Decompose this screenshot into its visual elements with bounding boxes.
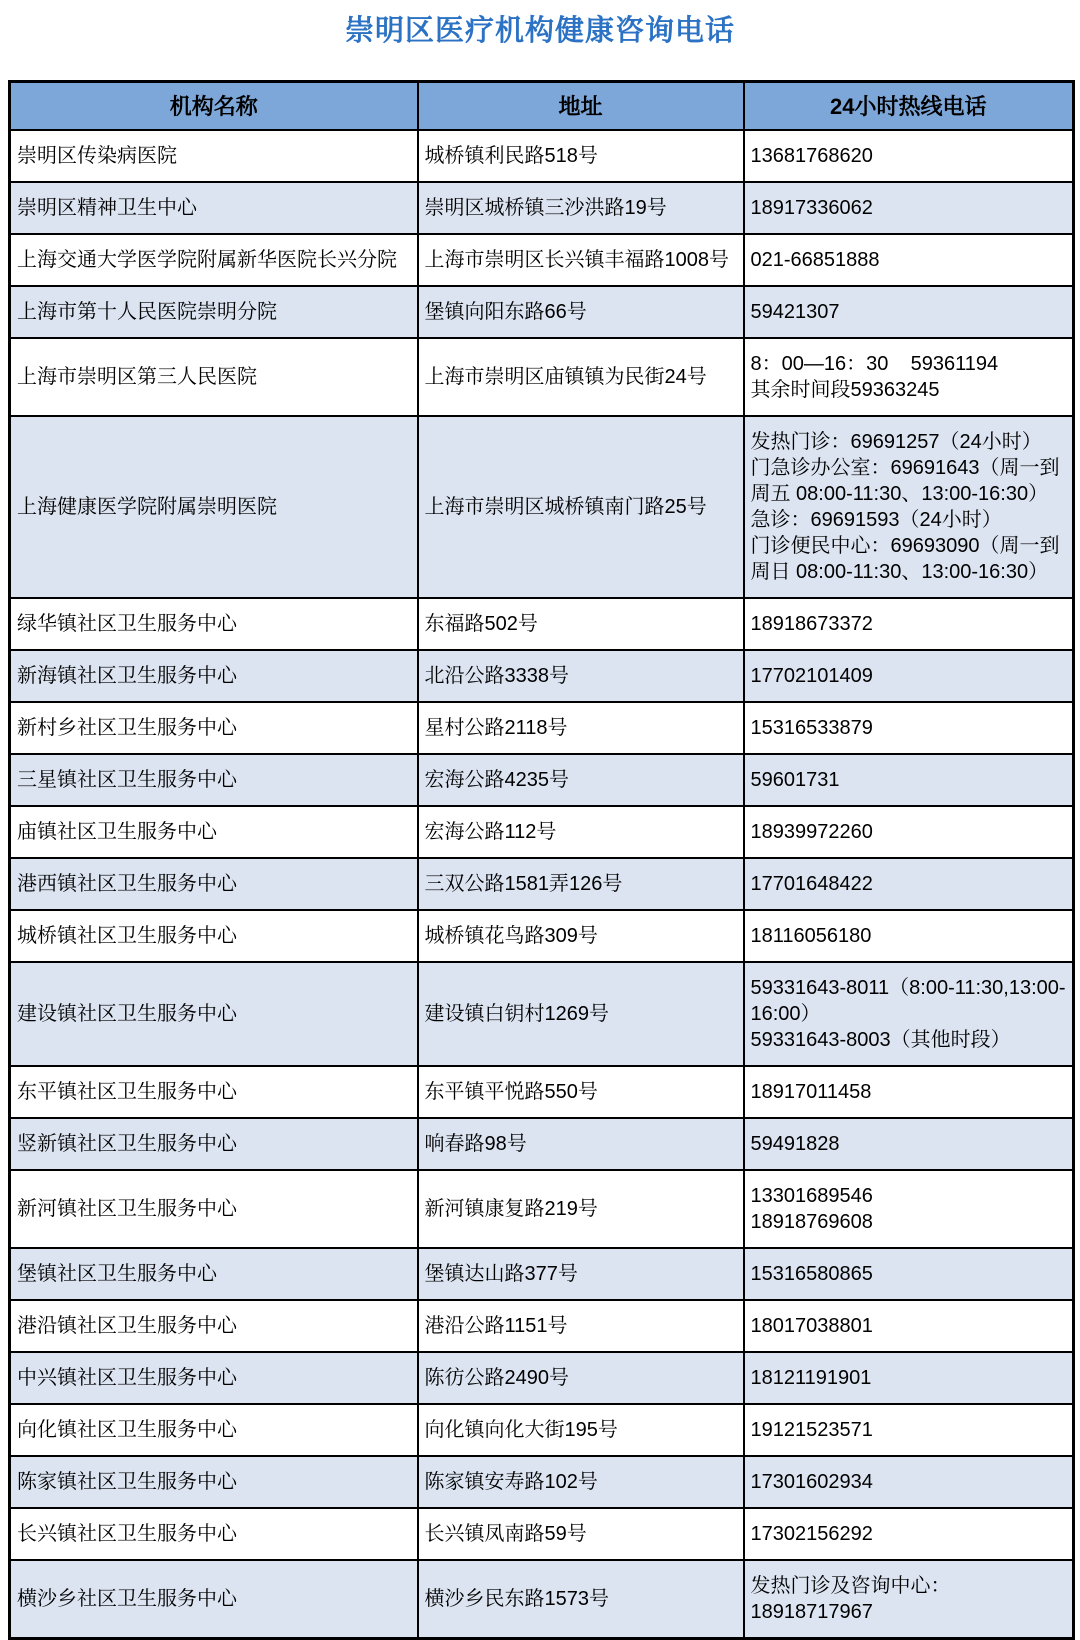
address-cell: 上海市崇明区长兴镇丰福路1008号 [418,234,744,286]
address-cell: 上海市崇明区城桥镇南门路25号 [418,416,744,598]
phone-line: 59331643-8011（8:00-11:30,13:00-16:00） [750,976,1066,1025]
address-cell: 城桥镇利民路518号 [418,130,744,182]
table-row [10,1248,1074,1300]
phone-cell [744,234,1074,286]
address-cell: 新河镇康复路219号 [418,1170,744,1248]
institution-name-cell: 城桥镇社区卫生服务中心 [10,910,418,962]
table-row [10,650,1074,702]
phone-cell [744,338,1074,416]
phone-cell [744,1300,1074,1352]
table-row [10,1118,1074,1170]
address-cell: 宏海公路112号 [418,806,744,858]
institution-name-cell: 长兴镇社区卫生服务中心 [10,1508,418,1560]
table-row [10,234,1074,286]
phone-line: 18917336062 [750,196,873,219]
phone-cell [744,182,1074,234]
phone-cell [744,910,1074,962]
address-cell: 宏海公路4235号 [418,754,744,806]
phone-line: 门急诊办公室：69691643（周一到周五 08:00-11:30、13:00-16:30） [750,456,1060,505]
phone-line: 021-66851888 [750,248,880,271]
header-hotline: 24小时热线电话 [744,82,1074,130]
phone-line: 18918769608 [750,1210,873,1233]
phone-cell [744,1118,1074,1170]
address-cell: 星村公路2118号 [418,702,744,754]
phone-line: 18939972260 [750,820,873,843]
institution-name-cell: 建设镇社区卫生服务中心 [10,962,418,1066]
table-row [10,1300,1074,1352]
phone-line: 15316580865 [750,1262,873,1285]
phone-cell [744,650,1074,702]
address-cell: 长兴镇凤南路59号 [418,1508,744,1560]
institution-name-cell: 崇明区传染病医院 [10,130,418,182]
phone-cell [744,806,1074,858]
table-row [10,754,1074,806]
phone-line: 18116056180 [750,924,872,947]
phone-cell [744,286,1074,338]
phone-cell [744,1508,1074,1560]
table-row [10,182,1074,234]
institution-name-cell: 崇明区精神卫生中心 [10,182,418,234]
phone-line: 8：00—16：30 59361194 [750,352,999,375]
institution-name-cell: 港沿镇社区卫生服务中心 [10,1300,418,1352]
table-row [10,598,1074,650]
phone-line: 急诊：69691593（24小时） [750,508,1002,531]
table-header-row [10,82,1074,130]
address-cell: 北沿公路3338号 [418,650,744,702]
institution-name-cell: 三星镇社区卫生服务中心 [10,754,418,806]
phone-line: 17701648422 [750,872,873,895]
address-cell: 东福路502号 [418,598,744,650]
phone-line: 门诊便民中心：69693090（周一到周日 08:00-11:30、13:00-16:30） [750,534,1060,583]
institution-name-cell: 东平镇社区卫生服务中心 [10,1066,418,1118]
phone-line: 其余时间段59363245 [750,378,940,401]
phone-line: 18121191901 [750,1366,872,1389]
phone-line: 18017038801 [750,1314,873,1337]
phone-line: 18917011458 [750,1080,872,1103]
phone-cell [744,1456,1074,1508]
phone-cell [744,962,1074,1066]
phone-cell [744,1560,1074,1639]
institution-name-cell: 堡镇社区卫生服务中心 [10,1248,418,1300]
institution-name-cell: 竖新镇社区卫生服务中心 [10,1118,418,1170]
address-cell: 崇明区城桥镇三沙洪路19号 [418,182,744,234]
address-cell: 港沿公路1151号 [418,1300,744,1352]
phone-line: 59491828 [750,1132,840,1155]
phone-line: 13301689546 [750,1184,873,1207]
institution-name-cell: 横沙乡社区卫生服务中心 [10,1560,418,1639]
address-cell: 堡镇达山路377号 [418,1248,744,1300]
table-row [10,910,1074,962]
header-institution-name: 机构名称 [10,82,418,130]
institution-name-cell: 新村乡社区卫生服务中心 [10,702,418,754]
institution-name-cell: 上海市崇明区第三人民医院 [10,338,418,416]
institution-name-cell: 上海市第十人民医院崇明分院 [10,286,418,338]
table-row [10,1066,1074,1118]
phone-cell [744,598,1074,650]
table-row [10,1404,1074,1456]
address-cell: 城桥镇花鸟路309号 [418,910,744,962]
table-row [10,1560,1074,1639]
table-row [10,1352,1074,1404]
phone-line: 发热门诊：69691257（24小时） [750,430,1042,453]
page-title: 崇明区医疗机构健康咨询电话 [344,15,735,47]
header-address: 地址 [418,82,744,130]
address-cell: 响春路98号 [418,1118,744,1170]
table-row [10,1456,1074,1508]
phone-cell [744,1404,1074,1456]
phone-line: 发热门诊及咨询中心：18918717967 [750,1574,951,1623]
phone-line: 59601731 [750,768,840,791]
phone-line: 17702101409 [750,664,873,687]
phone-line: 59421307 [750,300,840,323]
table-row [10,806,1074,858]
address-cell: 向化镇向化大街195号 [418,1404,744,1456]
institution-name-cell: 上海健康医学院附属崇明医院 [10,416,418,598]
institution-name-cell: 新河镇社区卫生服务中心 [10,1170,418,1248]
phone-cell [744,702,1074,754]
phone-line: 17301602934 [750,1470,873,1493]
address-cell: 堡镇向阳东路66号 [418,286,744,338]
address-cell: 横沙乡民东路1573号 [418,1560,744,1639]
address-cell: 上海市崇明区庙镇镇为民街24号 [418,338,744,416]
hotline-table [8,80,1075,1640]
institution-name-cell: 向化镇社区卫生服务中心 [10,1404,418,1456]
phone-cell [744,130,1074,182]
table-row [10,1508,1074,1560]
phone-cell [744,754,1074,806]
phone-line: 13681768620 [750,144,873,167]
institution-name-cell: 陈家镇社区卫生服务中心 [10,1456,418,1508]
address-cell: 建设镇白钥村1269号 [418,962,744,1066]
phone-line: 15316533879 [750,716,873,739]
phone-cell [744,1170,1074,1248]
table-row [10,1170,1074,1248]
phone-cell [744,1248,1074,1300]
institution-name-cell: 新海镇社区卫生服务中心 [10,650,418,702]
institution-name-cell: 港西镇社区卫生服务中心 [10,858,418,910]
institution-name-cell: 庙镇社区卫生服务中心 [10,806,418,858]
institution-name-cell: 中兴镇社区卫生服务中心 [10,1352,418,1404]
phone-cell [744,1352,1074,1404]
institution-name-cell: 上海交通大学医学院附属新华医院长兴分院 [10,234,418,286]
phone-cell [744,858,1074,910]
address-cell: 陈彷公路2490号 [418,1352,744,1404]
table-row [10,338,1074,416]
table-row [10,962,1074,1066]
phone-line: 59331643-8003（其他时段） [750,1028,1011,1051]
table-row [10,130,1074,182]
table-row [10,286,1074,338]
address-cell: 陈家镇安寿路102号 [418,1456,744,1508]
phone-line: 18918673372 [750,612,873,635]
phone-line: 19121523571 [750,1418,873,1441]
address-cell: 东平镇平悦路550号 [418,1066,744,1118]
institution-name-cell: 绿华镇社区卫生服务中心 [10,598,418,650]
table-row [10,416,1074,598]
table-row [10,702,1074,754]
phone-line: 17302156292 [750,1522,873,1545]
table-row [10,858,1074,910]
phone-cell [744,416,1074,598]
address-cell: 三双公路1581弄126号 [418,858,744,910]
phone-cell [744,1066,1074,1118]
